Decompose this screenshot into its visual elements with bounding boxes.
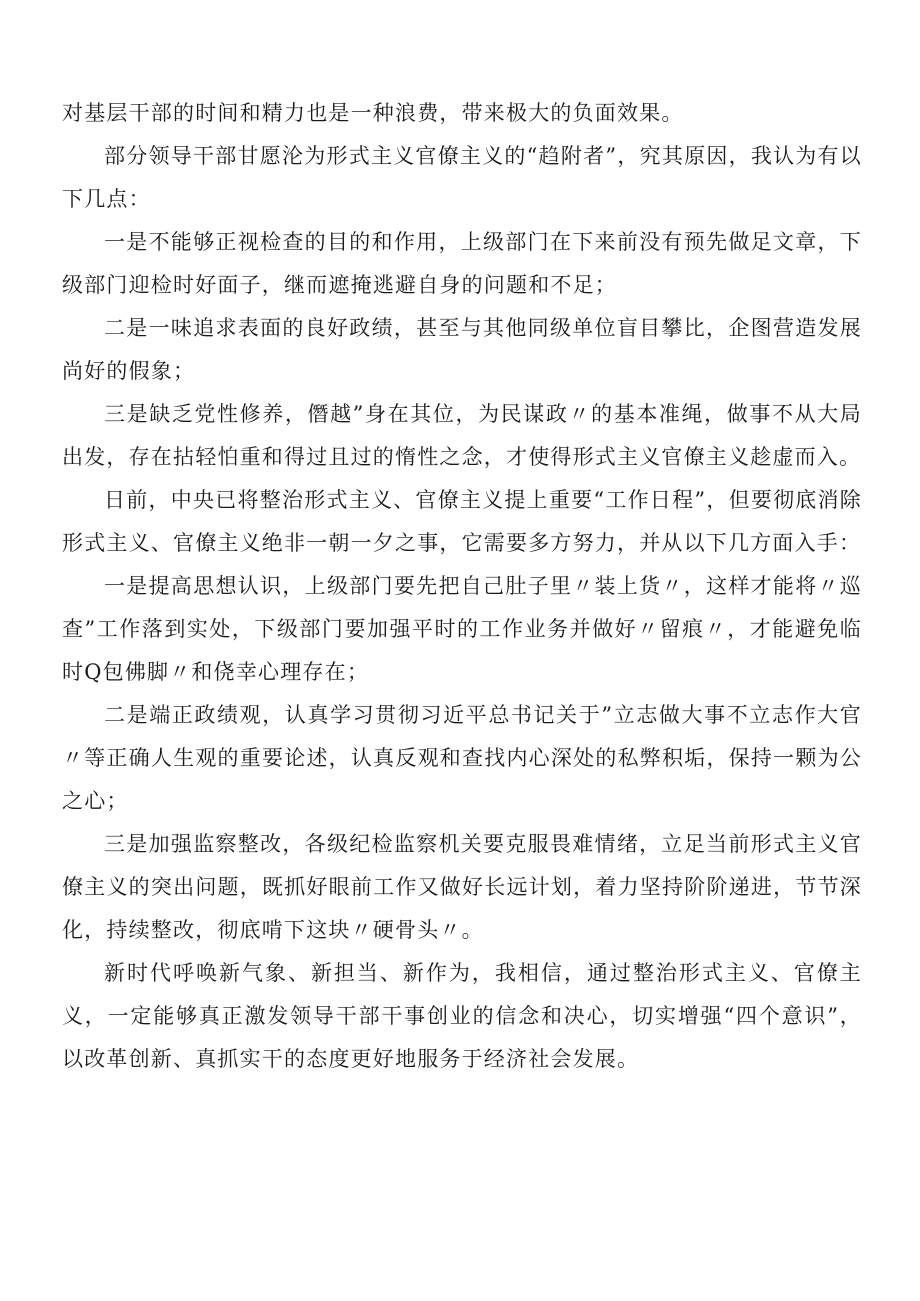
paragraph-conclusion: 新时代呼唤新气象、新担当、新作为，我相信，通过整治形式主义、官僚主义，一定能够真正激发领导干部干事创业的信念和决心，切实增强“四个意识”，以改革创新、真抓实干的态度更好地服务于经济社会发展。 xyxy=(62,961,862,1071)
paragraph-measure-1: 一是提高思想认识，上级部门要先把自己肚子里〃装上货〃，这样才能将〃巡查”工作落到实处，下级部门要加强平时的工作业务并做好〃留痕〃，才能避免临时Q包佛脚〃和侥幸心理存在； xyxy=(62,574,862,684)
paragraph-measure-2: 二是端正政绩观，认真学习贯彻习近平总书记关于”立志做大事不立志作大官〃等正确人生观的重要论述，认真反观和查找内心深处的私弊积垢，保持一颗为公之心； xyxy=(62,703,862,813)
document-page xyxy=(62,92,862,1081)
paragraph-reasons-intro: 部分领导干部甘愿沦为形式主义官僚主义的“趋附者”，究其原因，我认为有以下几点： xyxy=(62,144,862,211)
paragraph-reason-1: 一是不能够正视检查的目的和作用，上级部门在下来前没有预先做足文章，下级部门迎检时好面子，继而遮掩逃避自身的问题和不足； xyxy=(62,230,862,297)
paragraph-measure-3: 三是加强监察整改，各级纪检监察机关要克服畏难情绪，立足当前形式主义官僚主义的突出问题，既抓好眼前工作又做好长远计划，着力坚持阶阶递进，节节深化，持续整改，彻底啃下这块〃硬骨头〃。 xyxy=(62,832,862,942)
paragraph-reason-2: 二是一味追求表面的良好政绩，甚至与其他同级单位盲目攀比，企图营造发展尚好的假象； xyxy=(62,316,862,383)
paragraph-measures-intro: 日前，中央已将整治形式主义、官僚主义提上重要“工作日程”，但要彻底消除形式主义、官僚主义绝非一朝一夕之事，它需要多方努力，并从以下几方面入手： xyxy=(62,488,862,555)
paragraph-continued: 对基层干部的时间和精力也是一种浪费，带来极大的负面效果。 xyxy=(62,101,684,125)
paragraph-reason-3: 三是缺乏党性修养，僭越”身在其位，为民谋政〃的基本准绳，做事不从大局出发，存在拈轻怕重和得过且过的惰性之念，才使得形式主义官僚主义趁虚而入。 xyxy=(62,402,862,469)
